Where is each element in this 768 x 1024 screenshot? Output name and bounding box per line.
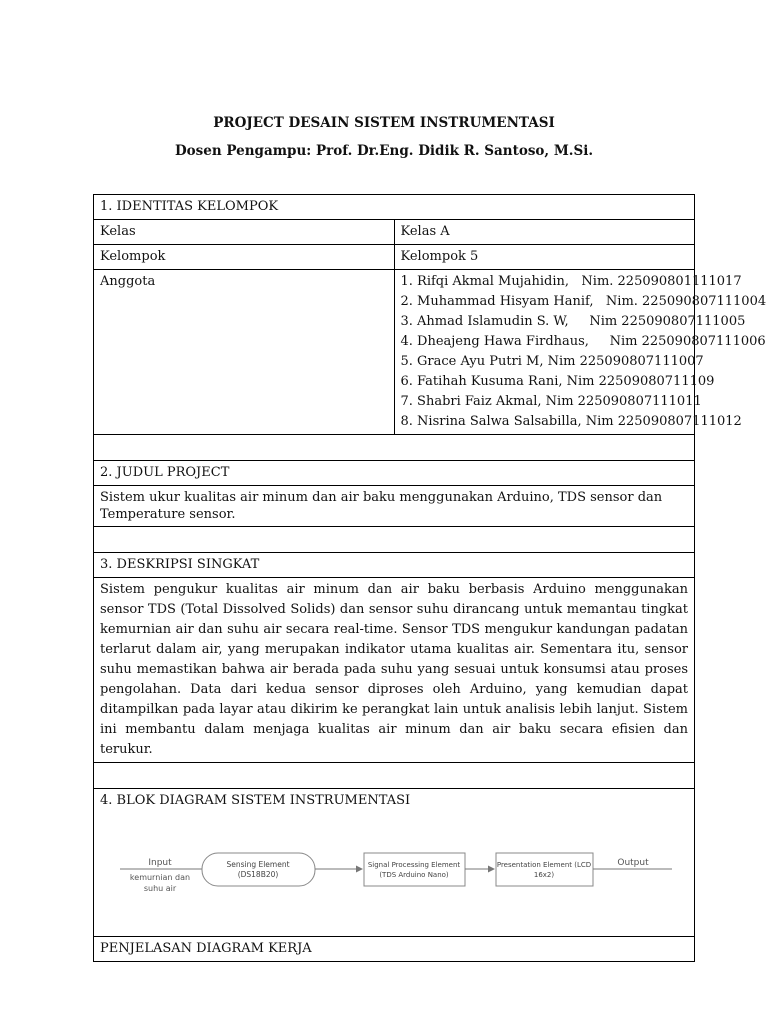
block-diagram-cell xyxy=(94,789,695,937)
sensing-label-1: Sensing Element xyxy=(226,860,290,869)
member-item: 2. Muhammad Hisyam Hanif, Nim. 225090807111004 xyxy=(400,294,767,309)
block-diagram xyxy=(94,813,692,929)
project-table xyxy=(93,194,767,962)
member-item: 3. Ahmad Islamudin S. W, Nim 225090807111005 xyxy=(400,314,746,329)
member-item: 5. Grace Ayu Putri M, Nim 225090807111007 xyxy=(400,354,704,369)
member-item: 7. Shabri Faiz Akmal, Nim 225090807111011 xyxy=(400,394,702,409)
blank-row xyxy=(94,435,695,461)
section5-heading: PENJELASAN DIAGRAM KERJA xyxy=(94,937,695,962)
member-item: 6. Fatihah Kusuma Rani, Nim 22509080711109 xyxy=(400,374,715,389)
section4-heading: 4. BLOK DIAGRAM SISTEM INSTRUMENTASI xyxy=(100,793,411,808)
processing-label-1: Signal Processing Element xyxy=(367,861,461,869)
anggota-label: Anggota xyxy=(94,270,395,435)
kelas-label: Kelas xyxy=(94,220,395,245)
input-desc-2: suhu air xyxy=(143,884,177,893)
member-item: 8. Nisrina Salwa Salsabilla, Nim 225090807111012 xyxy=(400,414,742,429)
processing-element-box xyxy=(364,853,465,886)
presentation-label-1: Presentation Element (LCD xyxy=(496,861,592,869)
kelompok-value: Kelompok 5 xyxy=(394,245,695,270)
sensing-label-2: (DS18B20) xyxy=(237,870,279,879)
presentation-label-2: 16x2) xyxy=(533,871,555,879)
input-desc-1: kemurnian dan xyxy=(129,873,191,882)
blank-row xyxy=(94,527,695,553)
member-item: 1. Rifqi Akmal Mujahidin, Nim. 225090801111017 xyxy=(400,274,742,289)
project-title-text: Sistem ukur kualitas air minum dan air baku menggunakan Arduino, TDS sensor dan Temperature sensor. xyxy=(94,486,695,527)
kelas-value: Kelas A xyxy=(394,220,695,245)
kelompok-label: Kelompok xyxy=(94,245,395,270)
blank-row xyxy=(94,763,695,789)
section1-heading: 1. IDENTITAS KELOMPOK xyxy=(94,195,695,220)
member-item: 4. Dheajeng Hawa Firdhaus, Nim 225090807111006 xyxy=(400,334,766,349)
section2-heading: 2. JUDUL PROJECT xyxy=(94,461,695,486)
lecturer-line: Dosen Pengampu: Prof. Dr.Eng. Didik R. Santoso, M.Si. xyxy=(174,143,594,159)
section3-heading: 3. DESKRIPSI SINGKAT xyxy=(94,553,695,578)
presentation-element-box xyxy=(496,853,593,886)
processing-label-2: (TDS Arduino Nano) xyxy=(379,871,449,879)
output-label: Output xyxy=(617,858,649,868)
members-list xyxy=(394,270,767,435)
document-title: PROJECT DESAIN SISTEM INSTRUMENTASI xyxy=(213,115,555,131)
input-label: Input xyxy=(148,858,172,868)
description-text: Sistem pengukur kualitas air minum dan air baku berbasis Arduino menggunakan sensor TDS (Total Dissolved Solids) dan sensor suhu dirancang untuk memantau tingkat kemurnian air dan suhu air secara real-time. Sensor TDS mengukur kandungan padatan terlarut dalam air, yang merupakan indikator utama kualitas air. Sementara itu, sensor suhu memastikan bahwa air berada pada suhu yang sesuai untuk konsumsi atau proses pengolahan. Data dari kedua sensor diproses oleh Arduino, yang kemudian dapat ditampilkan pada layar atau dikirim ke perangkat lain untuk analisis lebih lanjut. Sistem ini membantu dalam menjaga kualitas air minum dan air baku secara efisien dan terukur. xyxy=(94,578,695,763)
